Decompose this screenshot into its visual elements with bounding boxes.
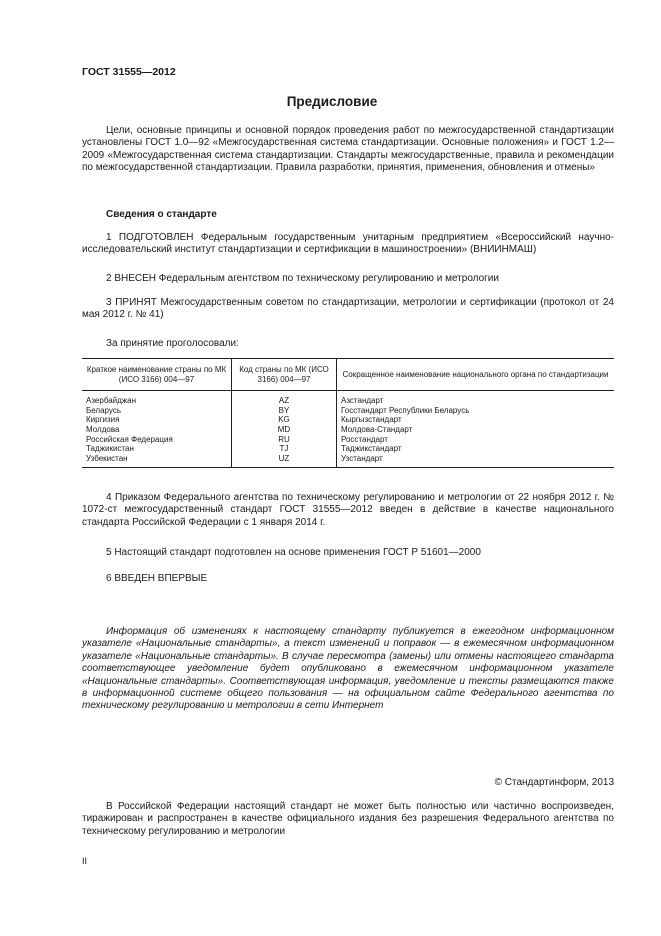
reproduction-notice-paragraph: В Российской Федерации настоящий стандарт не может быть полностью или частично воспроизведен, тиражирован и распространен в качестве официального издания без разрешения Федерального агентства по техническому регулированию и метрологии — [82, 801, 614, 837]
item-2-paragraph: 2 ВНЕСЕН Федеральным агентством по техническому регулированию и метрологии — [106, 273, 499, 284]
table-row — [82, 425, 614, 435]
item-3-paragraph: 3 ПРИНЯТ Межгосударственным советом по стандартизации, метрологии и сертификации (протокол от 24 мая 2012 г. № 41) — [82, 297, 614, 321]
table-cell-country: Киргизия — [82, 415, 232, 425]
table-cell-body: Азстандарт — [341, 396, 384, 406]
table-cell-body: Таджикстандарт — [341, 444, 402, 454]
item-4-paragraph: 4 Приказом Федерального агентства по техническому регулированию и метрологии от 22 ноября 2012 г. № 1072-ст межгосударственный стандарт ГОСТ 31555—2012 введен в действие в качестве национального стандарта Российской Федерации с 1 января 2014 г. — [82, 492, 614, 528]
table-cell-country: Таджикистан — [82, 444, 232, 454]
item-6-paragraph: 6 ВВЕДЕН ВПЕРВЫЕ — [106, 573, 208, 584]
table-header-country: Краткое наименование страны по МК (ИСО 3166) 004—97 — [82, 359, 232, 391]
table-cell-code: RU — [232, 435, 337, 445]
table-cell-country: Молдова — [82, 425, 232, 435]
table-row — [82, 444, 614, 454]
table-cell-country: Российская Федерация — [82, 435, 232, 445]
table-row — [82, 391, 614, 406]
table-header-row — [82, 359, 614, 391]
copyright-line: © Стандартинформ, 2013 — [494, 777, 614, 788]
table-row — [82, 406, 614, 416]
table-cell-body: Узстандарт — [337, 454, 615, 468]
table-cell-code: BY — [232, 406, 337, 416]
item-1-paragraph: 1 ПОДГОТОВЛЕН Федеральным государственным унитарным предприятием «Всероссийский научно-исследовательский институт стандартизации и сертификации в машиностроении» (ВНИИНМАШ) — [82, 232, 614, 256]
table-cell-code: MD — [232, 425, 337, 435]
table-cell-country: Узбекистан — [82, 454, 232, 468]
table-row — [82, 435, 614, 445]
table-cell-body: Росстандарт — [341, 434, 388, 444]
table-cell-code: AZ — [232, 391, 337, 406]
table-cell-code: TJ — [232, 444, 337, 454]
table-header-body: Сокращенное наименование национального органа по стандартизации — [337, 359, 615, 391]
section-heading: Сведения о стандарте — [106, 209, 217, 220]
table-cell-country: Азербайджан — [82, 391, 232, 406]
table-row — [82, 415, 614, 425]
table-row — [82, 454, 614, 468]
table-cell-code: UZ — [232, 454, 337, 468]
table-header-code: Код страны по МК (ИСО 3166) 004—97 — [232, 359, 337, 391]
vote-label: За принятие проголосовали: — [106, 338, 239, 349]
page-title: Предисловие — [286, 94, 378, 109]
item-5-paragraph: 5 Настоящий стандарт подготовлен на основе применения ГОСТ Р 51601—2000 — [106, 547, 481, 558]
page-number: II — [82, 856, 88, 866]
standard-identifier: ГОСТ 31555—2012 — [82, 66, 176, 78]
table-cell-country: Беларусь — [82, 406, 232, 416]
table-cell-body: Кыргызстандарт — [341, 415, 402, 425]
intro-paragraph: Цели, основные принципы и основной порядок проведения работ по межгосударственной стандартизации установлены ГОСТ 1.0—92 «Межгосударственная система стандартизации. Основные положения» и ГОСТ 1.2—2009 «Межгосударственная система стандартизации. Стандарты межгосударственные, правила и рекомендации по межгосударственной стандартизации. Правила разработки, принятия, применения, обновления и отмены» — [82, 125, 614, 174]
table-cell-body: Молдова-Стандарт — [341, 424, 413, 434]
table-cell-body: Госстандарт Республики Беларусь — [341, 405, 470, 415]
table-cell-code: KG — [232, 415, 337, 425]
info-notice-paragraph: Информация об изменениях к настоящему стандарту публикуется в ежегодном информационном указателе «Национальные стандарты», а текст изменений и поправок — в ежемесячном информационном указателе «Национальные стандарты». В случае пересмотра (замены) или отмены настоящего стандарта соответствующее уведомление будет опубликовано в ежемесячном информационном указателе «Национальные стандарты». Соответствующая информация, уведомление и тексты размещаются также в информационной системе общего пользования — на официальном сайте Федерального агентства по техническому регулированию и метрологии в сети Интернет — [82, 626, 614, 712]
countries-table — [82, 358, 614, 468]
